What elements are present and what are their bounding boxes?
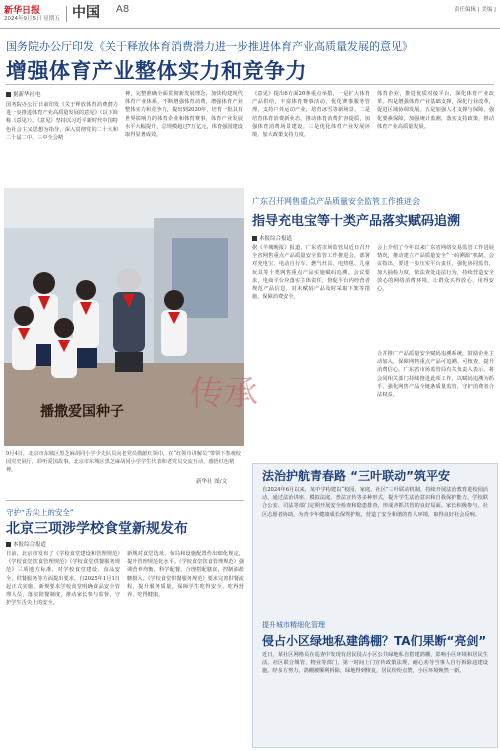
story2-column-3: 合并推广产品质量安全赋码追溯系统，鼓励企业主动加入，保障网售重点产品可追溯、可核查，提升消费信心。广东省市场监管局有关负责人表示，将会同相关部门持续推进此项工作，以赋码追溯为抓手，强化网售产品全链条质量监管，守护消费者合法权益。 xyxy=(377,351,494,399)
story2-column-2: 会上介绍了今年以来广东省网络交易监管工作进展情况，推动建立产品质量安全“一码溯源”机制。会议指出，要进一步压实平台责任，强化协同监管，加大抽检力度，依法查处违法行为，持续营造安全放心的网络消费环境，让群众买得放心、用得安心。 xyxy=(377,245,494,293)
story1-kicker: 国务院办公厅印发《关于释放体育消费潜力进一步推进体育产业高质量发展的意见》 xyxy=(6,40,413,53)
story5-body: 近日，某社区网格员在巡查中发现有居民侵占小区公共绿地私自搭建鸽棚，影响小区环境和居民生活。社区联合城管、物业等部门，第一时间上门宣传政策法规，耐心劝导当事人自行拆除违建设施。经多方努力，鸽棚被顺利拆除，绿地得到恢复，居民纷纷点赞，小区环境焕然一新。 xyxy=(262,652,488,675)
editor-credits: 责任编辑 | 美编 | xyxy=(454,7,496,13)
issue-date: 2024年9月5日 星期五 xyxy=(4,16,60,22)
story3-column-2: 新规对食堂选址、布局和设施配置作出细化规定，提升管理规范化水平。《学校食堂饮食管理规范》强调营养均衡，科学配餐，合理搭配膳食，控制油盐糖摄入。《学校食堂供餐服务规范》要求完善供餐流程，提升服务质量，保障学生吃得安全、吃得营养、吃得健康。 xyxy=(127,551,244,599)
story1-column-4: 体育企业，推进优质对接平台，深化体育产业改革。四是增强体育产业基础支撑，深化行业改革，促进区域协调发展。五是加强人才支撑与保障，强化要素保障，加强统计监测，落实支持政策，推动体育产业高质量发展。 xyxy=(377,91,494,130)
square-bullet-icon xyxy=(252,236,257,241)
story1-rule xyxy=(6,84,494,85)
story3-column-1: 日前，北京市发布了《学校食堂建设和管理规范》《学校食堂饮食管理规范》《学校食堂供餐服务规范》三项地方标准，对学校食堂建设、食品安全、供餐服务等方面提出要求，自2025年1月1日起正式实施。新规要求学校食堂明确食品安全管理人员，落实陪餐制度，推动家长参与监督，守护学生舌尖上的安全。 xyxy=(6,551,120,607)
story4-headline: 法治护航青春路 “三叶联动”筑平安 xyxy=(262,469,450,483)
page-number: A8 xyxy=(116,4,130,15)
photo-title: 播撒爱国种子 xyxy=(40,404,124,420)
story3-byline xyxy=(6,540,46,548)
story2-byline-text: 本报综合报道 xyxy=(259,236,293,242)
story1-column-2: 神，完整准确全面贯彻新发展理念，加快构建现代体育产业体系，不断增强体育消费，增强体育产业整体实力和竞争力，提出到2030年，培育一批具有世界影响力的体育企业和体育赛事，体育产业发展水平大幅提升，总规模超过7万亿元，体育强国建设取得显著成效。 xyxy=(125,91,243,139)
masthead xyxy=(0,0,500,29)
photo-caption: 9月4日，北京市东城区黑芝麻胡同小学少先队员向老党员敬献红领巾，在“红领巾讲解员”带领下参观校园党史展厅，聆听爱国故事。北京市东城区黑芝麻胡同小学学生代表和老党员交流互动，感悟红色精神。 xyxy=(6,451,241,473)
story5-headline: 侵占小区绿地私建鸽棚？TA们果断“亮剑” xyxy=(262,634,487,648)
story1-column-1: 国务院办公厅日前印发《关于释放体育消费潜力进一步推进体育产业高质量发展的意见》（以下简称《意见》）。《意见》坚持以习近平新时代中国特色社会主义思想为指导，深入贯彻党的二十大和二十届二中、三中全会精 xyxy=(6,102,118,141)
story1-byline xyxy=(6,90,41,98)
section-title: 中国 xyxy=(72,5,100,21)
story5-kicker: 提升城市精细化管理 xyxy=(262,621,325,629)
square-bullet-icon xyxy=(6,92,11,97)
story2-kicker: 广东召开网售重点产品质量安全监管工作推进会 xyxy=(252,197,420,206)
story1-column-3: 《意见》提出6方面20条重点举措。一是扩大体育产品供给，丰富体育赛事活动，优化赛事服务管理，支持户外运动产业，培育冰雪等新场景。二是培育体育消费新业态，推动体育消费扩容提质，加强体育消费场景建设。三是优化体育产业发展环境，加大政策支持力度。 xyxy=(252,91,370,139)
photo-credit: 新华社 图/文 xyxy=(196,479,228,485)
story3-rule xyxy=(6,500,244,501)
masthead-divider xyxy=(66,6,67,22)
story3-byline-text: 本报综合报道 xyxy=(13,542,47,548)
story2-headline: 指导充电宝等十类产品落实赋码追溯 xyxy=(252,214,461,229)
story4-body: 自2024年6月以来，某中学构建以“校园、家庭、社区”三叶联动机制，持续开展法治教育进校园活动，通过法治讲座、模拟法庭、普法宣传等多种形式，提升学生法治意识和自我保护能力。学校联合公安、司法等部门定期开展安全检查和隐患排查，形成齐抓共管的良好局面。家长积极参与，社区志愿者协助，为青少年健康成长保驾护航，营造了安全和谐的育人环境，取得良好社会反响。 xyxy=(262,487,488,518)
newspaper-logo: 新华日报 xyxy=(4,6,41,16)
photo-stamp-calligraphy: 传承 xyxy=(190,374,258,414)
story2-byline xyxy=(252,234,292,242)
story2-column-1: 据《羊城晚报》报道，广东省市场监管局近日召开全省网售重点产品质量安全监管工作推进会，部署对充电宝、电动自行车、燃气灶具、电热毯、儿童玩具等十类网售重点产品实施赋码追溯。会议要求，电商平台应落实主体责任，督促平台内经营者规范产品信息，对未赋码产品及时采取下架等措施，保障消费安全。 xyxy=(252,245,370,301)
story1-byline-text: 据新华社电 xyxy=(13,92,41,98)
square-bullet-icon xyxy=(6,542,11,547)
story1-headline: 增强体育产业整体实力和竞争力 xyxy=(6,59,307,83)
story3-kicker: 守护“舌尖上的安全” xyxy=(6,508,74,517)
story3-headline: 北京三项涉学校食堂新规发布 xyxy=(6,521,188,537)
